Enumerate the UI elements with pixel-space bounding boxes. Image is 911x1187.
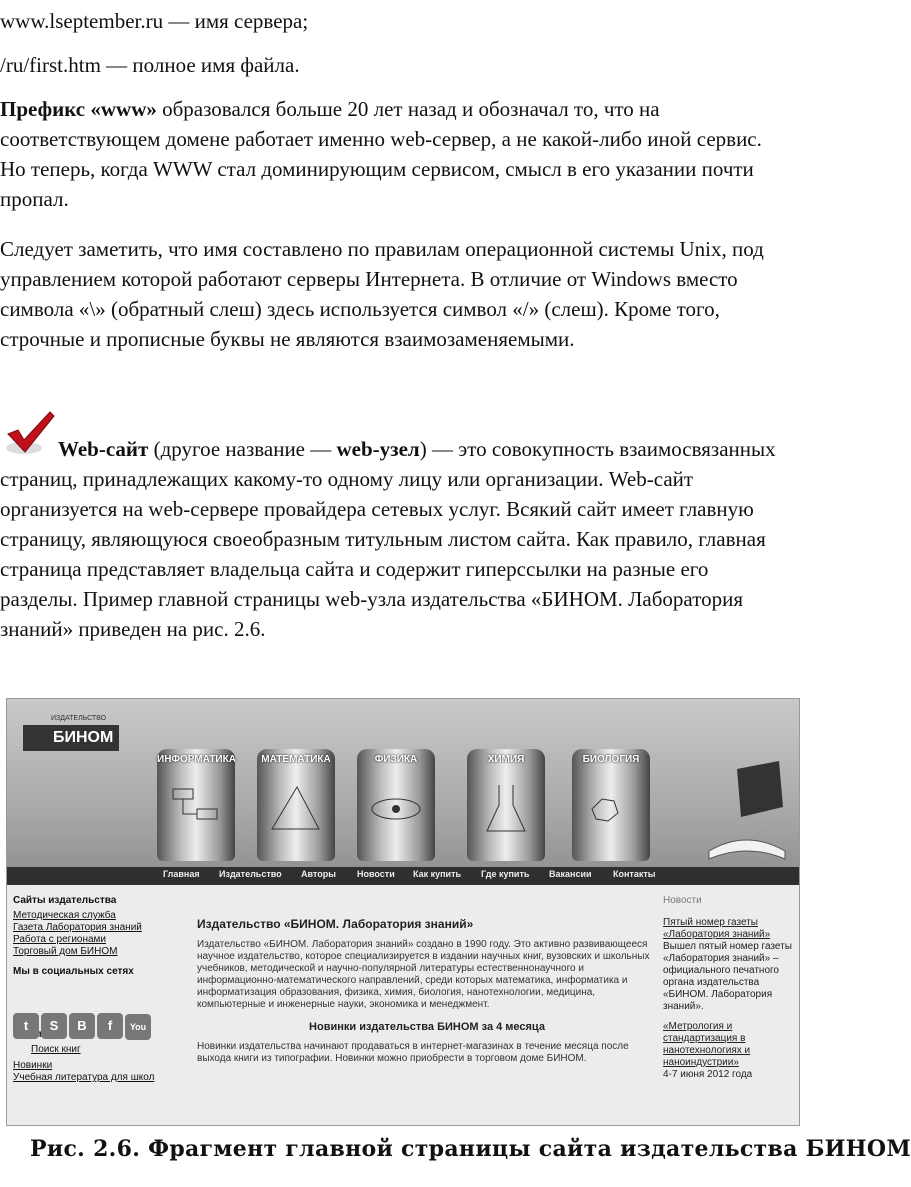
cylinder-physics[interactable] <box>357 749 435 861</box>
sites-heading: Сайты издательства <box>13 895 117 906</box>
molecule-icon <box>582 779 640 839</box>
menu-item-news[interactable]: Новости <box>357 869 395 879</box>
figure-caption: Рис. 2.6. Фрагмент главной страницы сайта издательства БИНОМ <box>30 1136 911 1162</box>
site-banner <box>7 699 799 884</box>
youtube-icon[interactable]: You <box>125 1014 151 1040</box>
twitter-icon[interactable]: t <box>13 1013 39 1039</box>
website-term: Web-сайт <box>58 437 149 461</box>
paragraph-prefix <box>0 94 790 214</box>
menu-item-authors[interactable]: Авторы <box>301 869 336 879</box>
cylinder-math[interactable] <box>257 749 335 861</box>
menu-item-where-to-buy[interactable]: Где купить <box>481 869 530 879</box>
link-textbooks[interactable]: Учебная литература для школ <box>13 1072 155 1083</box>
left-column <box>7 895 185 1084</box>
prefix-text: образовался больше 20 лет назад и обозначал то, что на соответствующем домене работает именно web-сервер, а не какой-либо иной сервис. Но теперь, когда WWW стал доминирующим сервисом, смысл в его указании почти пропал. <box>0 97 762 211</box>
flask-icon <box>477 779 535 839</box>
figure-screenshot <box>6 698 800 1126</box>
new-books-title: Новинки издательства БИНОМ за 4 месяца <box>309 1021 545 1033</box>
paragraph-unix: Следует заметить, что имя составлено по правилам операционной системы Unix, под управлением которой работают серверы Интернета. В отличие от Windows вместо символа «\» (обратный слеш) здесь используется символ «/» (слеш). Кроме того, строчные и прописные буквы не являются взаимозаменяемыми. <box>0 237 764 351</box>
menu-item-contacts[interactable]: Контакты <box>613 869 656 879</box>
publisher-description: Издательство «БИНОМ. Лаборатория знаний» создано в 1990 году. Это активно развивающееся научное издательство, которое специализируется в издании научных книг, вузовских и школьных учебников, методической и научно-популярной литературы естественнонаучного и информационно-математического направлений, среди которых математика, информатика и информатизация образования, физика, химия, биология, нанотехнологии, медицина, компьютерные и инженерные науки, экономика и менеджмент. <box>197 939 650 1010</box>
server-line: www.lseptember.ru — имя сервера; <box>0 9 309 33</box>
geometry-icon <box>267 779 325 839</box>
atom-icon <box>367 779 425 839</box>
logo-subtitle: ИЗДАТЕЛЬСТВО <box>51 715 107 722</box>
menu-item-how-to-buy[interactable]: Как купить <box>413 869 462 879</box>
menu-item-vacancies[interactable]: Вакансии <box>549 869 592 879</box>
news-link-newspaper[interactable]: Пятый номер газеты «Лаборатория знаний» <box>663 917 771 940</box>
middle-column <box>197 895 657 1065</box>
cylinder-label: БИОЛОГИЯ <box>582 754 640 765</box>
news-heading: Новости <box>663 895 702 906</box>
cylinder-chemistry[interactable] <box>467 749 545 861</box>
cylinder-label: ХИМИЯ <box>487 754 525 765</box>
news-column <box>663 895 793 1081</box>
news-link-metrology[interactable]: «Метрология и стандартизация в нанотехнологиях и наноиндустрии» <box>663 1021 751 1068</box>
skype-icon[interactable]: S <box>41 1013 67 1039</box>
menu-item-publisher[interactable]: Издательство <box>219 869 282 879</box>
laptop-book-icon <box>707 759 787 869</box>
news-text-newspaper: Вышел пятый номер газеты «Лаборатория знаний» – официального печатного органа издательства «БИНОМ. Лаборатория знаний». <box>663 941 792 1012</box>
publisher-title: Издательство «БИНОМ. Лаборатория знаний» <box>197 917 474 931</box>
website-text-2: ) — это совокупность взаимосвязанных страниц, принадлежащих какому-то одному лицу или организации. Web-сайт организуется на web-сервере провайдера сетевых услуг. Всякий сайт имеет главную страницу, являющуюся своеобразным титульным листом сайта. Как правило, главная страница представляет владельца сайта и содержит гиперссылки на разные его разделы. Пример главной страницы web-узла издательства «БИНОМ. Лаборатория знаний» приведен на рис. 2.6. <box>0 437 776 641</box>
webnode-term: web-узел <box>336 437 420 461</box>
cylinder-label: ФИЗИКА <box>374 754 418 765</box>
link-newspaper[interactable]: Газета Лаборатория знаний <box>13 922 142 933</box>
cylinder-label: ИНФОРМАТИКА <box>157 754 236 765</box>
menu-item-home[interactable]: Главная <box>163 869 200 879</box>
news-date: 4-7 июня 2012 года <box>663 1069 753 1080</box>
site-logo[interactable] <box>15 715 123 761</box>
link-regions[interactable]: Работа с регионами <box>13 934 107 945</box>
link-methodical[interactable]: Методическая служба <box>13 910 116 921</box>
link-trade-house[interactable]: Торговый дом БИНОМ <box>13 946 118 957</box>
flowchart-icon <box>167 779 225 839</box>
site-menu <box>7 867 799 885</box>
link-book-search[interactable]: Поиск книг <box>31 1044 81 1055</box>
cylinder-biology[interactable] <box>572 749 650 861</box>
cylinder-informatics[interactable] <box>157 749 235 861</box>
new-books-description: Новинки издательства начинают продаваться в интернет-магазинах в течение месяца после выхода книги из типографии. Новинки можно приобрести в торговом доме БИНОМ. <box>197 1041 629 1064</box>
social-heading: Мы в социальных сетях <box>13 966 134 977</box>
paragraph-website <box>0 434 790 644</box>
file-line: /ru/first.htm — полное имя файла. <box>0 53 300 77</box>
link-new-books[interactable]: Новинки <box>13 1060 53 1071</box>
website-text-1: (другое название — <box>148 437 337 461</box>
prefix-term: Префикс «www» <box>0 97 157 121</box>
logo-text: БИНОМ <box>23 725 119 751</box>
social-icons <box>13 1013 183 1043</box>
cylinder-label: МАТЕМАТИКА <box>261 754 331 765</box>
vk-icon[interactable]: B <box>69 1013 95 1039</box>
facebook-icon[interactable]: f <box>97 1013 123 1039</box>
